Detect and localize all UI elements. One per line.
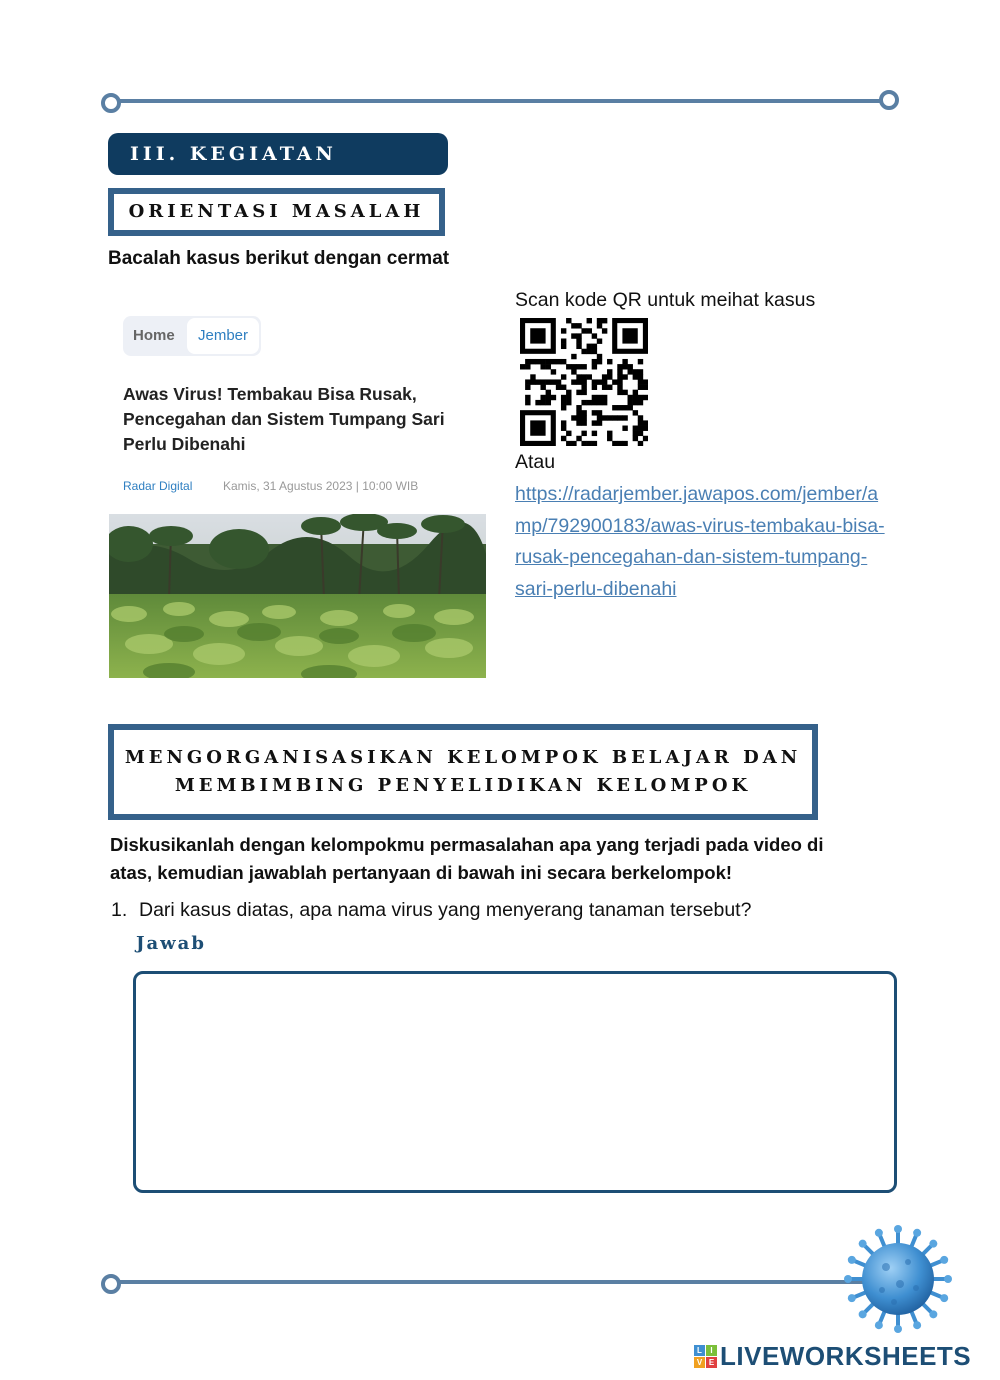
liveworksheets-logo-icon (694, 1345, 717, 1368)
question-text: Dari kasus diatas, apa nama virus yang menyerang tanaman tersebut? (139, 899, 752, 921)
section-banner: III. KEGIATAN (108, 133, 448, 175)
question-number: 1. (111, 899, 128, 921)
logo-letter: V (694, 1357, 705, 1368)
logo-letter: I (706, 1345, 717, 1356)
logo-letter: E (706, 1357, 717, 1368)
answer-input[interactable] (133, 971, 897, 1193)
top-divider-right-circle-icon (879, 90, 899, 110)
organize-heading-line: MENGORGANISASIKAN KELOMPOK BELAJAR DAN (124, 747, 802, 768)
bottom-divider-line (110, 1280, 870, 1284)
orientasi-heading (108, 188, 445, 236)
article-link[interactable] (515, 479, 915, 605)
virus-icon (838, 1222, 958, 1337)
qr-or-text: Atau (515, 451, 556, 473)
news-source: Radar Digital (123, 479, 193, 493)
news-headline: Awas Virus! Tembakau Bisa Rusak, Pencegahan dan Sistem Tumpang Sari Perlu Dibenahi (123, 384, 445, 454)
liveworksheets-brand-text: LIVEWORKSHEETS (720, 1340, 972, 1371)
bottom-divider-left-circle-icon (101, 1274, 121, 1294)
organize-instruction-line: Diskusikanlah dengan kelompokmu permasalahan apa yang terjadi pada video di (110, 834, 824, 855)
news-screenshot (108, 302, 486, 678)
qr-code[interactable] (520, 318, 648, 446)
article-link-line[interactable]: rusak-pencegahan-dan-sistem-tumpang- (515, 546, 868, 568)
article-link-line[interactable]: sari-perlu-dibenahi (515, 577, 677, 600)
logo-letter: L (694, 1345, 705, 1356)
top-divider-line (110, 99, 890, 103)
breadcrumb (123, 316, 261, 356)
liveworksheets-logo (694, 1342, 971, 1370)
organize-instruction-line: atas, kemudian jawablah pertanyaan di bawah ini secara berkelompok! (110, 862, 733, 883)
orientasi-heading-text: ORIENTASI MASALAH (128, 201, 425, 222)
qr-caption: Scan kode QR untuk meihat kasus (515, 289, 816, 311)
news-date: Kamis, 31 Agustus 2023 | 10:00 WIB (223, 479, 419, 493)
tobacco-field-photo (109, 514, 486, 678)
organize-instruction (110, 831, 824, 887)
article-link-line[interactable]: https://radarjember.jawapos.com/jember/a (515, 483, 879, 505)
breadcrumb-jember: Jember (187, 318, 259, 354)
breadcrumb-home: Home (133, 327, 175, 344)
article-link-line[interactable]: mp/792900183/awas-virus-tembakau-bisa- (515, 514, 885, 537)
top-divider-left-circle-icon (101, 93, 121, 113)
organize-heading (108, 724, 818, 820)
orientasi-instruction: Bacalah kasus berikut dengan cermat (108, 248, 450, 269)
answer-label: Jawab (136, 933, 206, 954)
organize-heading-line: MEMBIMBING PENYELIDIKAN KELOMPOK (174, 775, 752, 796)
